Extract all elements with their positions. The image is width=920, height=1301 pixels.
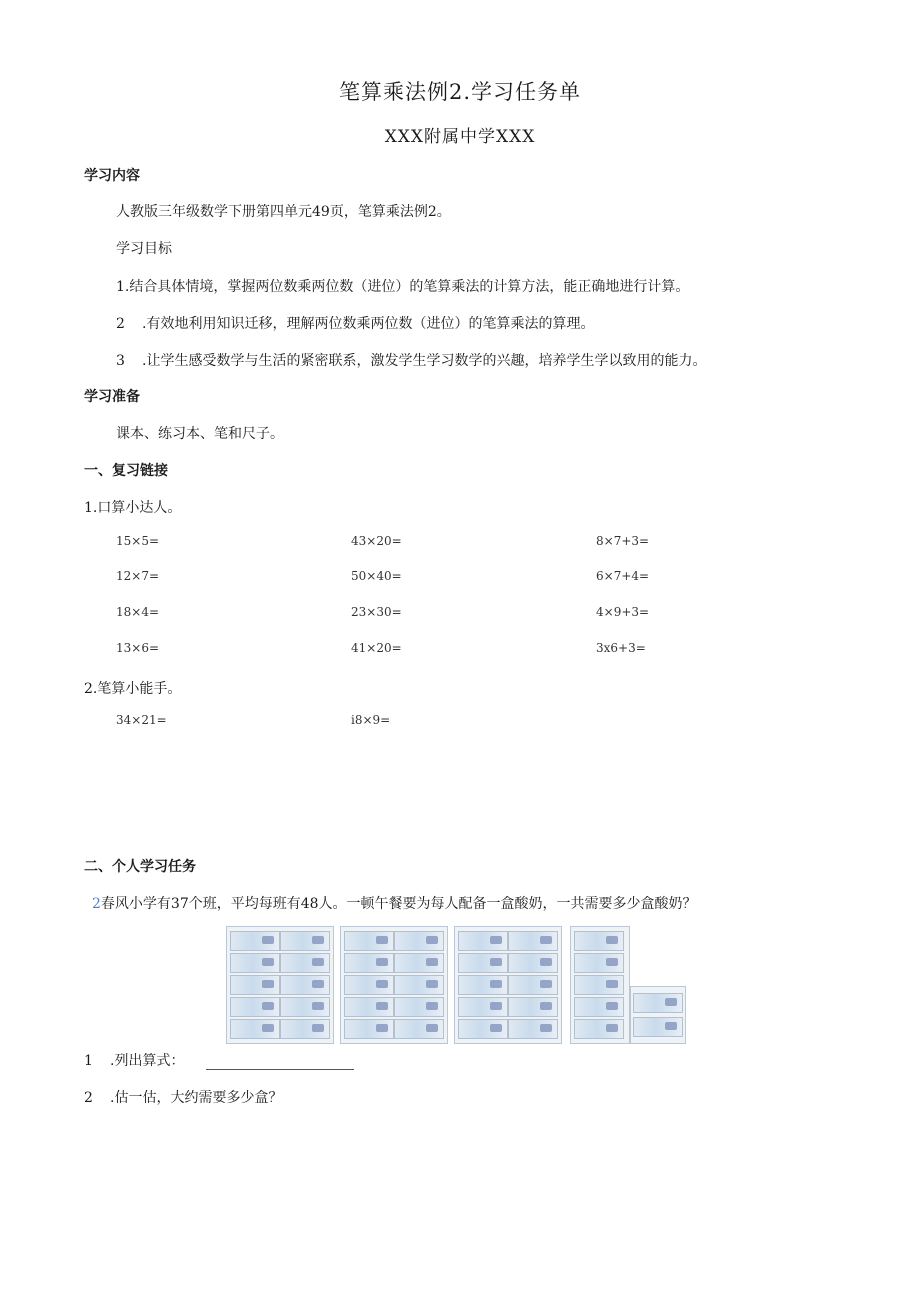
milk-crate-stack — [630, 986, 686, 1044]
goal-item — [116, 313, 594, 333]
question-2 — [84, 1087, 282, 1107]
oral-title: 1.口算小达人。 — [84, 500, 182, 516]
milk-crate-stack — [570, 926, 630, 1044]
oral-problem: 18×4= — [116, 605, 160, 619]
milk-box — [280, 953, 330, 973]
oral-problem: 8×7+3= — [596, 534, 650, 548]
milk-box — [280, 997, 330, 1017]
milk-box — [344, 975, 394, 995]
milk-box — [574, 975, 624, 995]
q2-num: 2 — [84, 1090, 93, 1106]
milk-box — [633, 1017, 683, 1037]
milk-box — [230, 975, 280, 995]
milk-box — [508, 997, 558, 1017]
oral-problem: 6×7+4= — [596, 569, 650, 583]
oral-problem: 15×5= — [116, 534, 160, 548]
milk-box — [280, 975, 330, 995]
problem-num: 2 — [92, 896, 101, 912]
q2-text: .估一估，大约需要多少盒？ — [110, 1090, 283, 1106]
oral-problem: 23×30= — [351, 605, 402, 619]
milk-box — [458, 975, 508, 995]
written-problem: i8×9= — [351, 713, 391, 727]
oral-problem: 50×40= — [351, 569, 402, 583]
goal-text: .有效地利用知识迁移，理解两位数乘两位数（进位）的笔算乘法的算理。 — [142, 316, 595, 332]
goal-item — [116, 276, 689, 296]
milk-box — [508, 953, 558, 973]
milk-box — [230, 997, 280, 1017]
milk-box — [394, 975, 444, 995]
oral-problem: 41×20= — [351, 641, 402, 655]
answer-blank[interactable] — [206, 1057, 354, 1070]
content-text: 人教版三年级数学下册第四单元49页，笔算乘法例2。 — [116, 204, 451, 220]
milk-boxes-image — [226, 922, 686, 1044]
milk-crate-stack — [454, 926, 562, 1044]
milk-box — [280, 931, 330, 951]
task-problem — [92, 893, 697, 913]
review-heading: 一、复习链接 — [84, 463, 168, 479]
milk-box — [633, 993, 683, 1013]
q1-text: .列出算式： — [110, 1053, 185, 1069]
milk-crate-stack — [226, 926, 334, 1044]
oral-problem: 3x6+3= — [596, 641, 646, 655]
goal-num: 3 — [116, 353, 125, 369]
milk-box — [458, 1019, 508, 1039]
milk-box — [394, 1019, 444, 1039]
problem-text: 春风小学有37个班，平均每班有48人。一顿午餐要为每人配备一盒酸奶，一共需要多少盒酸奶？ — [100, 896, 697, 912]
milk-box — [574, 997, 624, 1017]
milk-box — [230, 1019, 280, 1039]
goal-text: 结合具体情境，掌握两位数乘两位数（进位）的笔算乘法的计算方法，能正确地进行计算。 — [129, 279, 690, 295]
content-heading: 学习内容 — [84, 168, 140, 184]
milk-box — [458, 953, 508, 973]
written-title: 2.笔算小能手。 — [84, 681, 182, 697]
page-title: 笔算乘法例2.学习任务单 — [338, 80, 582, 104]
goal-item — [116, 350, 706, 370]
oral-problem: 13×6= — [116, 641, 160, 655]
milk-box — [230, 931, 280, 951]
milk-box — [344, 1019, 394, 1039]
milk-box — [394, 931, 444, 951]
milk-box — [458, 931, 508, 951]
prep-text: 课本、练习本、笔和尺子。 — [116, 426, 284, 442]
milk-box — [508, 1019, 558, 1039]
milk-box — [344, 997, 394, 1017]
milk-box — [574, 1019, 624, 1039]
goals-heading: 学习目标 — [116, 241, 172, 257]
q1-num: 1 — [84, 1053, 93, 1069]
milk-box — [230, 953, 280, 973]
oral-problem: 4×9+3= — [596, 605, 650, 619]
milk-box — [344, 931, 394, 951]
author-line: XXX附属中学XXX — [384, 127, 536, 147]
milk-box — [574, 931, 624, 951]
milk-box — [394, 997, 444, 1017]
question-1 — [84, 1050, 354, 1070]
milk-crate-stack — [340, 926, 448, 1044]
milk-box — [458, 997, 508, 1017]
oral-problem: 12×7= — [116, 569, 160, 583]
milk-box — [394, 953, 444, 973]
milk-box — [280, 1019, 330, 1039]
goal-num: 1. — [116, 279, 130, 295]
milk-box — [344, 953, 394, 973]
milk-box — [508, 931, 558, 951]
milk-box — [574, 953, 624, 973]
goal-num: 2 — [116, 316, 125, 332]
task-heading: 二、个人学习任务 — [84, 859, 196, 875]
written-problem: 34×21= — [116, 713, 167, 727]
oral-problem: 43×20= — [351, 534, 402, 548]
goal-text: .让学生感受数学与生活的紧密联系，激发学生学习数学的兴趣，培养学生学以致用的能力。 — [142, 353, 707, 369]
milk-box — [508, 975, 558, 995]
prep-heading: 学习准备 — [84, 389, 140, 405]
